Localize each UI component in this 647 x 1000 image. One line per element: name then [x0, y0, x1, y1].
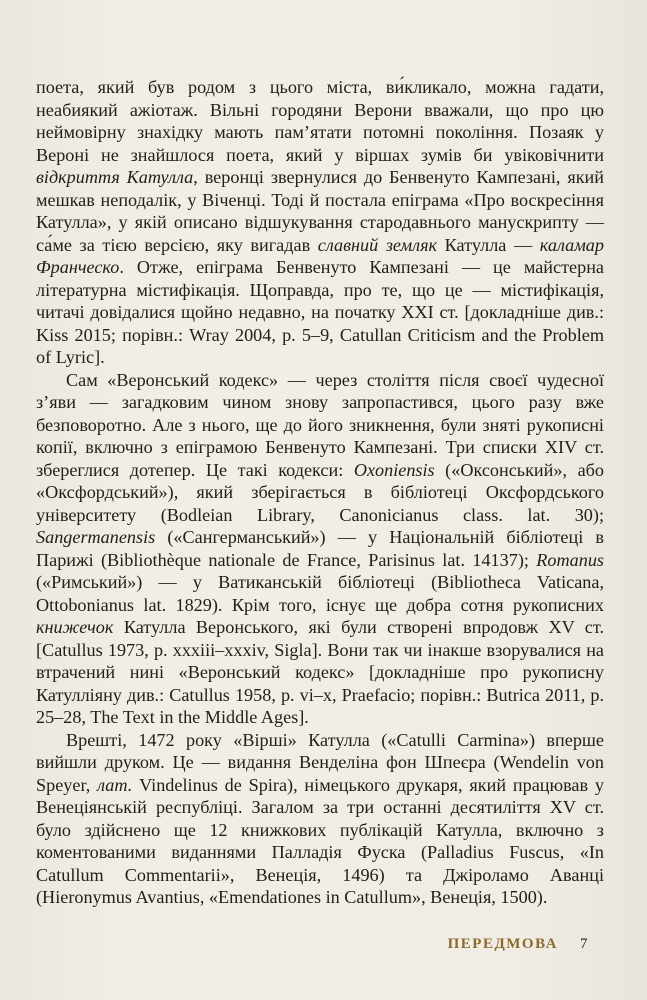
text-run: . Отже, епіграма Бенвенуто Кампезані — це майстерна літературна містифікація. Щоправда, про те, що це — містифікація, читачі довідалися щойно недавно, на початку XXI ст. [докладніше див.: Kiss 2015; порівн.: Wray 2004, p. 5–9, Catullan Criticism and the Problem of Lyric].	[36, 257, 604, 367]
text-run: поета, який був родом з цього міста, ви́кликало, можна гадати, неабиякий ажіотаж. Вільні городяни Верони вважали, що про цю неймовірну знахідку мають пам’ятати потомні покоління. Позаяк у Вероні не знайшлося поета, який у віршах зумів би увіковічнити	[36, 77, 604, 165]
text-run: Катулла Веронського, які були створені впродовж XV ст. [Catullus 1973, p. xxxiii–xxxiv, Sigla]. Вони так чи інакше взорувалися на втрачений нині «Веронський кодекс» [докладніше про рукописну Катулліяну див.: Catullus 1958, p. vi–x, Praefacio; порівн.: Butrica 2011, p. 25–28, The Text in the Middle Ages].	[36, 617, 604, 727]
italic-text: відкриття Катулла	[36, 167, 194, 187]
text-run: Сам «Веронський кодекс» — через століття після своєї чудесної з’яви — загадковим чином знову запропастився, цього разу вже безповоротно. Але з нього, ще до його зникнення, були зняті рукописні копії, включно з епіграмою Бенвенуто Кампезані. Три списки XIV ст. збереглися дотепер. Це такі кодекси:	[36, 369, 604, 480]
italic-text: Sangermanensis	[36, 527, 156, 547]
paragraph-3	[36, 729, 604, 909]
text-run: («Римський») — у Ватиканській бібліотеці (Bibliotheca Vaticana, Ottobonianus lat. 1829). Крім того, існує ще добра сотня рукописних	[36, 572, 604, 615]
paragraph-1	[36, 76, 604, 369]
paragraph-2	[36, 369, 604, 729]
text-run: Врешті, 1472 року «Вірші» Катулла («Catulli Carmina») вперше вийшли друком. Це — видання Венделіна фон Шпеєра (Wendelin von Speyer,	[36, 729, 604, 795]
italic-text: Romanus	[536, 549, 604, 570]
text-run: («Оксонський», або «Оксфордський»), який зберігається в бібліотеці Оксфордського університету (Bodleian Library, Canonicianus class. lat. 30);	[36, 459, 604, 525]
italic-text: книжечок	[36, 617, 114, 637]
italic-text: лат.	[97, 774, 133, 795]
text-run: Катулла —	[437, 234, 540, 255]
text-run: («Сангерманський») — у Національній бібліотеці в Парижі (Bibliothèque nationale de France, Parisinus lat. 14137);	[36, 527, 604, 570]
section-title: ПЕРЕДМОВА	[447, 936, 558, 952]
page-number: 7	[580, 936, 589, 952]
body-text	[36, 76, 604, 909]
italic-text: славний земляк	[317, 234, 438, 255]
text-run: , веронці звернулися до Бенвенуто Кампезані, який мешкав неподалік, у Віченці. Тоді й постала епіграма «Про воскресіння Катулла», у якій описано відшукування стародавнього манускрипту — са́ме за тією версією, яку вигадав	[36, 167, 604, 255]
italic-text: каламар Франческо	[36, 234, 604, 277]
text-run: Vindelinus de Spira), німецького друкаря, який працював у Венеціянській республіці. Загалом за три останні десятиліття XV ст. було здійснено ще 12 книжкових публікацій Катулла, включно з коментованими виданнями Палладія Фуска (Palladius Fuscus, «In Catullum Commentarii», Венеція, 1496) та Джіроламо Аванці (Hieronymus Avantius, «Emendationes in Catullum», Венеція, 1500).	[36, 774, 605, 907]
running-footer	[448, 936, 589, 953]
italic-text: Oxoniensis	[353, 459, 435, 480]
